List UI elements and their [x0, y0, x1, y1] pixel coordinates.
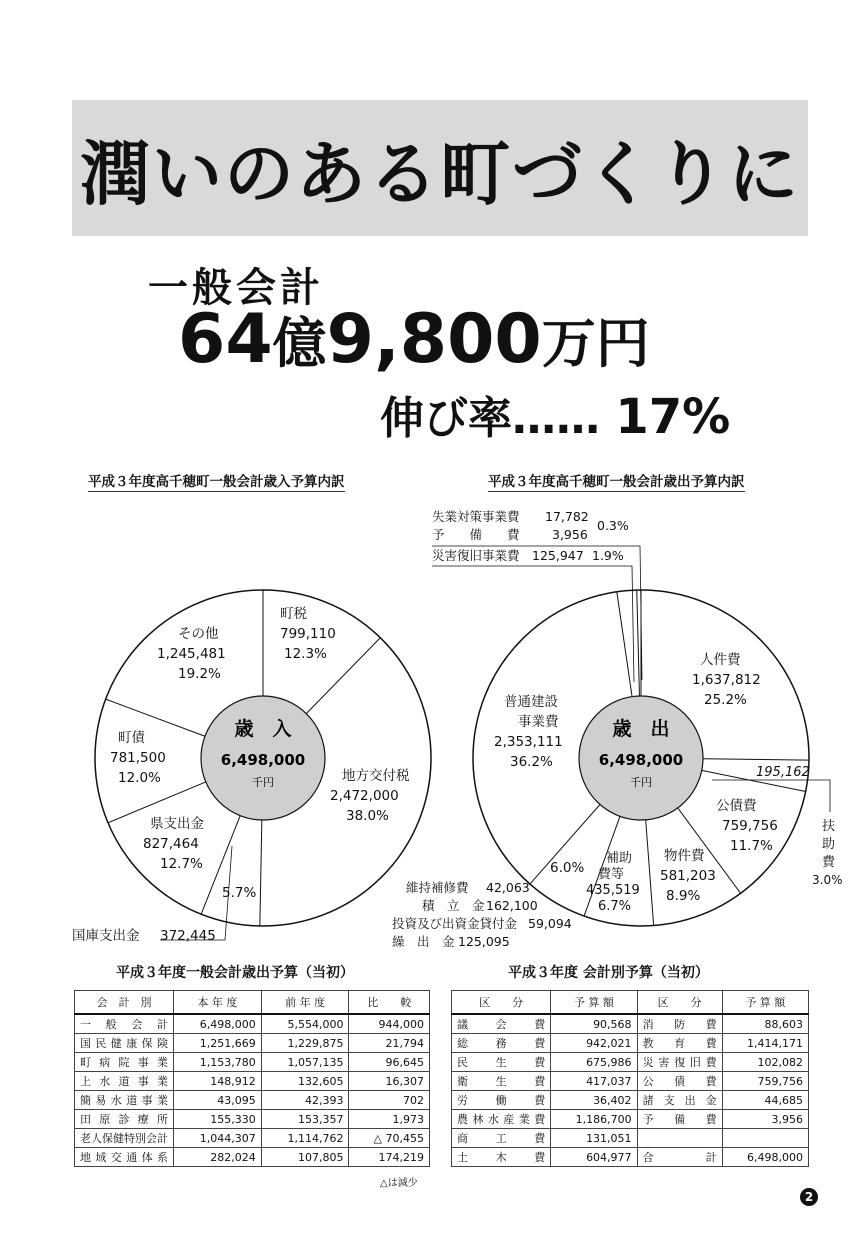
- revenue-center-value: 6,498,000: [220, 751, 306, 769]
- rev-label-value: 799,110: [280, 626, 336, 642]
- table-cell: [637, 1129, 722, 1148]
- table-cell: 131,051: [551, 1129, 637, 1148]
- table-cell: 5,554,000: [261, 1014, 349, 1034]
- table-cell: 農林水産業費: [452, 1110, 551, 1129]
- other-item-name: 投資及び出資金貸付金: [392, 916, 518, 931]
- rev-label-pct: 19.2%: [178, 666, 221, 682]
- table-header: 比 較: [349, 991, 430, 1015]
- table-cell: 議会費: [452, 1014, 551, 1034]
- table-cell: 6,498,000: [174, 1014, 262, 1034]
- table-row: [452, 1110, 809, 1129]
- table-cell: 諸支出金: [637, 1091, 722, 1110]
- reserve-pct: 0.3%: [597, 518, 629, 533]
- other-item-name: 積 立 金: [422, 898, 485, 913]
- revenue-center-title: 歳 入: [234, 718, 292, 740]
- table-cell: 604,977: [551, 1148, 637, 1167]
- table-note: △は減少: [380, 1178, 418, 1189]
- exp-label-name: 普通建設: [504, 694, 558, 710]
- table-cell: 702: [349, 1091, 430, 1110]
- table-header: 区 分: [452, 991, 551, 1015]
- expenditure-center-value: 6,498,000: [598, 751, 684, 769]
- table-cell: 675,986: [551, 1053, 637, 1072]
- page-number: 2: [800, 1188, 818, 1206]
- rev-label-value: 1,245,481: [157, 646, 226, 662]
- table-cell: 155,330: [174, 1110, 262, 1129]
- table-row: [452, 1129, 809, 1148]
- table-cell: 公債費: [637, 1072, 722, 1091]
- rev-label-name: 県支出金: [150, 816, 204, 832]
- table1-heading: 平成３年度一般会計歳出予算（当初）: [116, 965, 354, 981]
- exp-label-name: 物件費: [664, 848, 705, 864]
- table-cell: 1,973: [349, 1110, 430, 1129]
- table-row: [75, 1110, 430, 1129]
- table-cell: 96,645: [349, 1053, 430, 1072]
- table-cell: 21,794: [349, 1034, 430, 1053]
- exp-label-value: 759,756: [722, 818, 778, 834]
- unemployment-name: 失業対策事業費: [432, 509, 520, 524]
- table-cell: 44,685: [722, 1091, 808, 1110]
- rev-label-name: 国庫支出金: [72, 928, 140, 944]
- revenue-chart-heading: 平成３年度高千穂町一般会計歳入予算内訳: [88, 470, 345, 492]
- table-cell: 地域交通体系: [75, 1148, 174, 1167]
- other-item-value: 59,094: [528, 916, 572, 931]
- budget-pie-charts: [0, 490, 864, 960]
- exp-label-value: 435,519: [586, 883, 640, 898]
- budget-by-category-table: [451, 990, 809, 1167]
- revenue-center-unit: 千円: [252, 776, 274, 789]
- table-cell: 民生費: [452, 1053, 551, 1072]
- table-cell: 1,057,135: [261, 1053, 349, 1072]
- growth-label: 伸び率……: [380, 393, 600, 444]
- table-row: [75, 1072, 430, 1091]
- table-cell: 1,229,875: [261, 1034, 349, 1053]
- rev-label-pct: 12.7%: [160, 856, 203, 872]
- table-cell: 消防費: [637, 1014, 722, 1034]
- table-row: [75, 1014, 430, 1034]
- rev-label-pct: 12.0%: [118, 770, 161, 786]
- exp-label-value: 2,353,111: [494, 734, 563, 750]
- table-cell: 上水道事業: [75, 1072, 174, 1091]
- table-header: 予 算 額: [551, 991, 637, 1015]
- table-cell: 88,603: [722, 1014, 808, 1034]
- table-cell: 102,082: [722, 1053, 808, 1072]
- table-row: [452, 1014, 809, 1034]
- table-row: [75, 1129, 430, 1148]
- exp-label-name: 費等: [598, 867, 625, 882]
- exp-label-value: 1,637,812: [692, 672, 761, 688]
- revenue-chart: [72, 590, 431, 944]
- exp-label-value: 581,203: [660, 868, 716, 884]
- exp-label-pct: 6.0%: [550, 860, 585, 876]
- table-row: [452, 1072, 809, 1091]
- table-cell: 簡易水道事業: [75, 1091, 174, 1110]
- table-cell: 衛生費: [452, 1072, 551, 1091]
- rev-label-value: 781,500: [110, 750, 166, 766]
- other-item-value: 162,100: [486, 898, 538, 913]
- table-cell: 153,357: [261, 1110, 349, 1129]
- exp-label-pct: 8.9%: [666, 888, 701, 904]
- table-cell: 132,605: [261, 1072, 349, 1091]
- aid-value: 195,162: [756, 765, 810, 780]
- table-cell: 総務費: [452, 1034, 551, 1053]
- table2-heading: 平成３年度 会計別予算（当初）: [508, 965, 709, 981]
- table-cell: 43,095: [174, 1091, 262, 1110]
- exp-label-name: 補助: [606, 851, 633, 866]
- amount-part: 億: [272, 312, 327, 375]
- rev-label-pct: 5.7%: [222, 885, 257, 901]
- rev-label-pct: 38.0%: [346, 808, 389, 824]
- expenditure-center-title: 歳 出: [612, 718, 670, 740]
- growth-value: 17%: [615, 389, 731, 445]
- table-cell: 16,307: [349, 1072, 430, 1091]
- exp-label-name: 公債費: [716, 798, 757, 814]
- expenditure-chart: [392, 509, 843, 949]
- page-title: 潤いのある町づくりに: [80, 132, 800, 215]
- amount-part: 64: [178, 300, 273, 379]
- table-cell: 90,568: [551, 1014, 637, 1034]
- aid-name-char: 費: [822, 855, 836, 870]
- table-cell: 417,037: [551, 1072, 637, 1091]
- table-cell: 1,153,780: [174, 1053, 262, 1072]
- aid-name-char: 助: [822, 837, 836, 852]
- rev-label-name: 町税: [280, 606, 307, 622]
- table-cell: 36,402: [551, 1091, 637, 1110]
- other-item-value: 125,095: [458, 934, 510, 949]
- table-row: [75, 1148, 430, 1167]
- table-cell: 商工費: [452, 1129, 551, 1148]
- table-row: [452, 1091, 809, 1110]
- table-cell: 老人保健特別会計: [75, 1129, 174, 1148]
- table-row: [452, 1034, 809, 1053]
- table-cell: 土木費: [452, 1148, 551, 1167]
- exp-label-pct: 6.7%: [598, 899, 632, 914]
- table-cell: 942,021: [551, 1034, 637, 1053]
- rev-label-name: その他: [178, 626, 219, 642]
- table-cell: △ 70,455: [349, 1129, 430, 1148]
- table-cell: 148,912: [174, 1072, 262, 1091]
- amount-part: 9,800: [326, 300, 542, 379]
- exp-label-pct: 25.2%: [704, 692, 747, 708]
- table-cell: 1,414,171: [722, 1034, 808, 1053]
- table-cell: [722, 1129, 808, 1148]
- table-cell: 6,498,000: [722, 1148, 808, 1167]
- table-cell: 107,805: [261, 1148, 349, 1167]
- other-item-name: 繰 出 金: [392, 934, 455, 949]
- table-cell: 1,251,669: [174, 1034, 262, 1053]
- general-account-label: 一般会計: [148, 265, 324, 311]
- table-cell: 1,186,700: [551, 1110, 637, 1129]
- table-header: 前 年 度: [261, 991, 349, 1015]
- table-cell: 42,393: [261, 1091, 349, 1110]
- other-item-name: 維持補修費: [406, 880, 469, 895]
- disaster-value: 125,947: [532, 548, 584, 563]
- table-cell: 合 計: [637, 1148, 722, 1167]
- table-cell: 田原診療所: [75, 1110, 174, 1129]
- expenditure-chart-heading: 平成３年度高千穂町一般会計歳出予算内訳: [488, 470, 745, 492]
- rev-label-value: 2,472,000: [330, 788, 399, 804]
- table-cell: 759,756: [722, 1072, 808, 1091]
- table-row: [75, 1034, 430, 1053]
- table-row: [452, 1148, 809, 1167]
- table-header: 区 分: [637, 991, 722, 1015]
- rev-label-pct: 12.3%: [284, 646, 327, 662]
- exp-label-pct: 11.7%: [730, 838, 773, 854]
- other-item-value: 42,063: [486, 880, 530, 895]
- disaster-name: 災害復旧事業費: [432, 548, 520, 563]
- aid-pct: 3.0%: [812, 873, 843, 887]
- table-row: [452, 1053, 809, 1072]
- table-header: 会 計 別: [75, 991, 174, 1015]
- rev-label-value: 372,445: [160, 928, 216, 944]
- table-cell: 労働費: [452, 1091, 551, 1110]
- exp-label-pct: 36.2%: [510, 754, 553, 770]
- growth-rate: [380, 382, 730, 446]
- table-cell: 944,000: [349, 1014, 430, 1034]
- table-cell: 予備費: [637, 1110, 722, 1129]
- unemployment-value: 17,782: [545, 509, 589, 524]
- aid-name-char: 扶: [822, 819, 836, 834]
- expenditure-center-unit: 千円: [630, 776, 652, 789]
- disaster-pct: 1.9%: [592, 548, 624, 563]
- table-row: [75, 1053, 430, 1072]
- table-cell: 282,024: [174, 1148, 262, 1167]
- rev-label-value: 827,464: [143, 836, 199, 852]
- reserve-name: 予 備 費: [432, 527, 520, 542]
- table-cell: 教育費: [637, 1034, 722, 1053]
- table-header: 予 算 額: [722, 991, 808, 1015]
- table-cell: 一般会計: [75, 1014, 174, 1034]
- table-cell: 国民健康保険: [75, 1034, 174, 1053]
- exp-label-name: 人件費: [700, 652, 741, 668]
- amount-part: 万円: [541, 312, 650, 375]
- rev-label-name: 地方交付税: [342, 768, 410, 784]
- table-cell: 1,044,307: [174, 1129, 262, 1148]
- table-cell: 災害復旧費: [637, 1053, 722, 1072]
- exp-label-name: 事業費: [518, 714, 559, 730]
- reserve-value: 3,956: [552, 527, 588, 542]
- table-cell: 3,956: [722, 1110, 808, 1129]
- budget-by-account-table: [74, 990, 430, 1167]
- table-cell: 174,219: [349, 1148, 430, 1167]
- table-row: [75, 1091, 430, 1110]
- table-cell: 町病院事業: [75, 1053, 174, 1072]
- table-header: 本 年 度: [174, 991, 262, 1015]
- rev-label-name: 町債: [118, 730, 145, 746]
- general-account-amount: [178, 300, 650, 379]
- table-cell: 1,114,762: [261, 1129, 349, 1148]
